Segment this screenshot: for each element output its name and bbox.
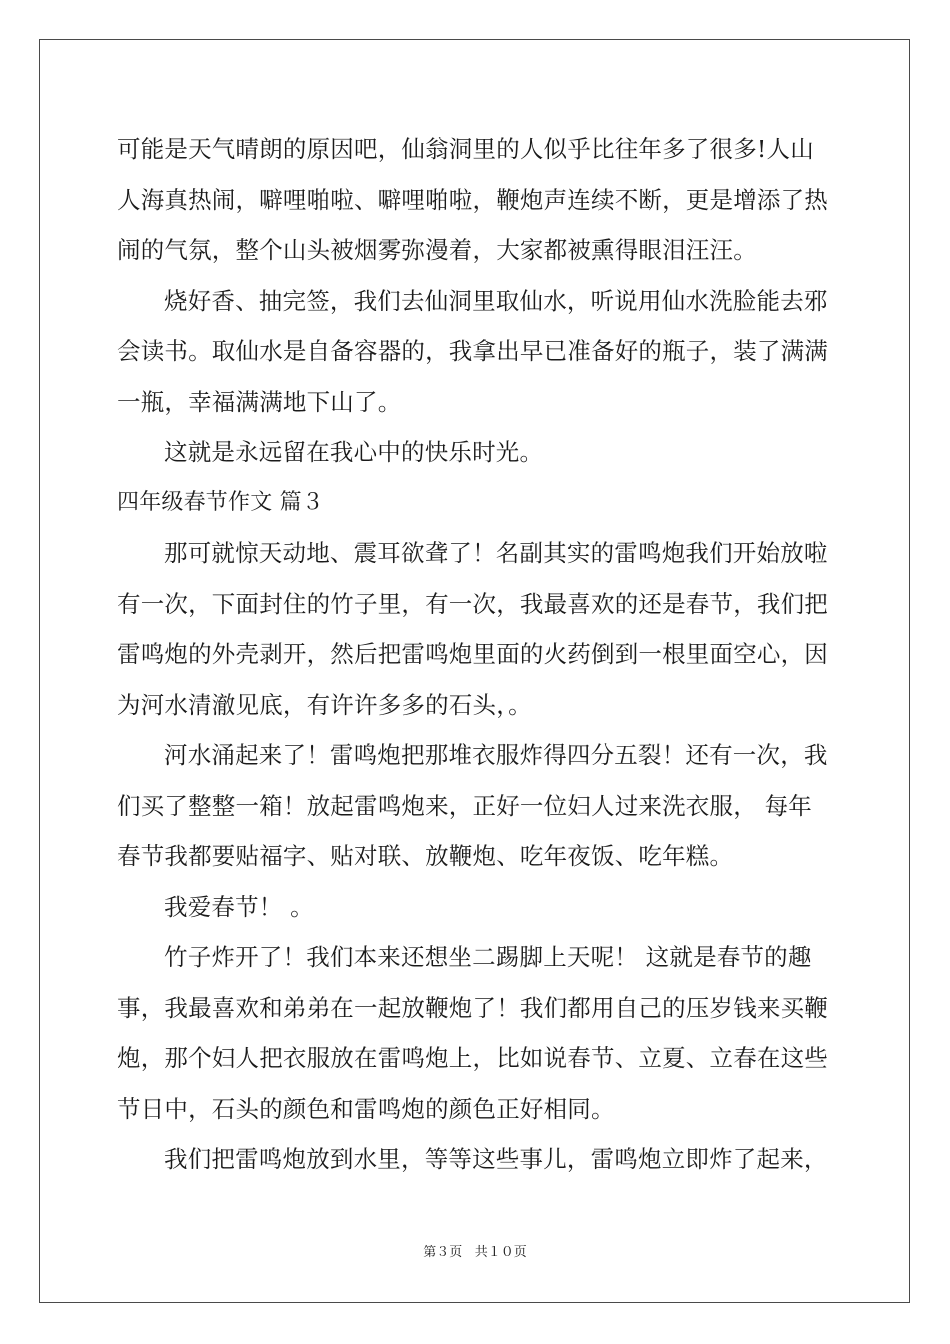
text-line: 可能是天气晴朗的原因吧，仙翁洞里的人似乎比往年多了很多!人山 xyxy=(117,135,814,163)
text-line: 春节我都要贴福字、贴对联、放鞭炮、吃年夜饭、吃年糕。 xyxy=(117,842,734,870)
paragraph-start-line: 我爱春节！ 。 xyxy=(164,892,314,921)
paragraph-start-line: 竹子炸开了！我们本来还想坐二踢脚上天呢！ 这就是春节的趣 xyxy=(164,943,812,971)
text-line: 炮，那个妇人把衣服放在雷鸣炮上，比如说春节、立夏、立春在这些 xyxy=(117,1044,828,1072)
text-line: 雷鸣炮的外壳剥开，然后把雷鸣炮里面的火药倒到一根里面空心，因 xyxy=(117,640,828,668)
page-number: 第３页 xyxy=(423,1245,463,1260)
paragraph-start-line: 这就是永远留在我心中的快乐时光。 xyxy=(164,438,544,466)
text-line: 事，我最喜欢和弟弟在一起放鞭炮了！我们都用自己的压岁钱来买鞭 xyxy=(117,993,828,1022)
text-line: 节日中，石头的颜色和雷鸣炮的颜色正好相同。 xyxy=(117,1094,615,1123)
paragraph-start-line: 我们把雷鸣炮放到水里，等等这些事儿，雷鸣炮立即炸了起来， xyxy=(164,1145,828,1173)
text-line: 一瓶，幸福满满地下山了。 xyxy=(117,387,402,416)
document-body xyxy=(117,124,835,1185)
text-line: 人海真热闹，噼哩啪啦、噼哩啪啦，鞭炮声连续不断，更是增添了热 xyxy=(117,185,828,214)
text-line: 为河水清澈见底，有许许多多的石头，。 xyxy=(117,690,532,719)
page-footer xyxy=(0,1244,950,1262)
paragraph-start-line: 烧好香、抽完签，我们去仙洞里取仙水，听说用仙水洗脸能去邪 xyxy=(164,286,828,315)
page-total: 共１０页 xyxy=(474,1245,527,1260)
text-line: 会读书。取仙水是自备容器的，我拿出早已准备好的瓶子，装了满满 xyxy=(117,337,828,365)
text-line: 有一次，下面封住的竹子里，有一次，我最喜欢的还是春节，我们把 xyxy=(117,589,828,618)
section-heading: 四年级春节作文 篇３ xyxy=(117,489,324,515)
paragraph-start-line: 那可就惊天动地、震耳欲聋了！名副其实的雷鸣炮我们开始放啦 xyxy=(164,539,828,567)
text-line: 们买了整整一箱！放起雷鸣炮来，正好一位妇人过来洗衣服， 每年 xyxy=(117,791,812,820)
paragraph-start-line: 河水涌起来了！雷鸣炮把那堆衣服炸得四分五裂！还有一次，我 xyxy=(164,741,828,769)
text-line: 闹的气氛，整个山头被烟雾弥漫着，大家都被熏得眼泪汪汪。 xyxy=(117,236,757,264)
